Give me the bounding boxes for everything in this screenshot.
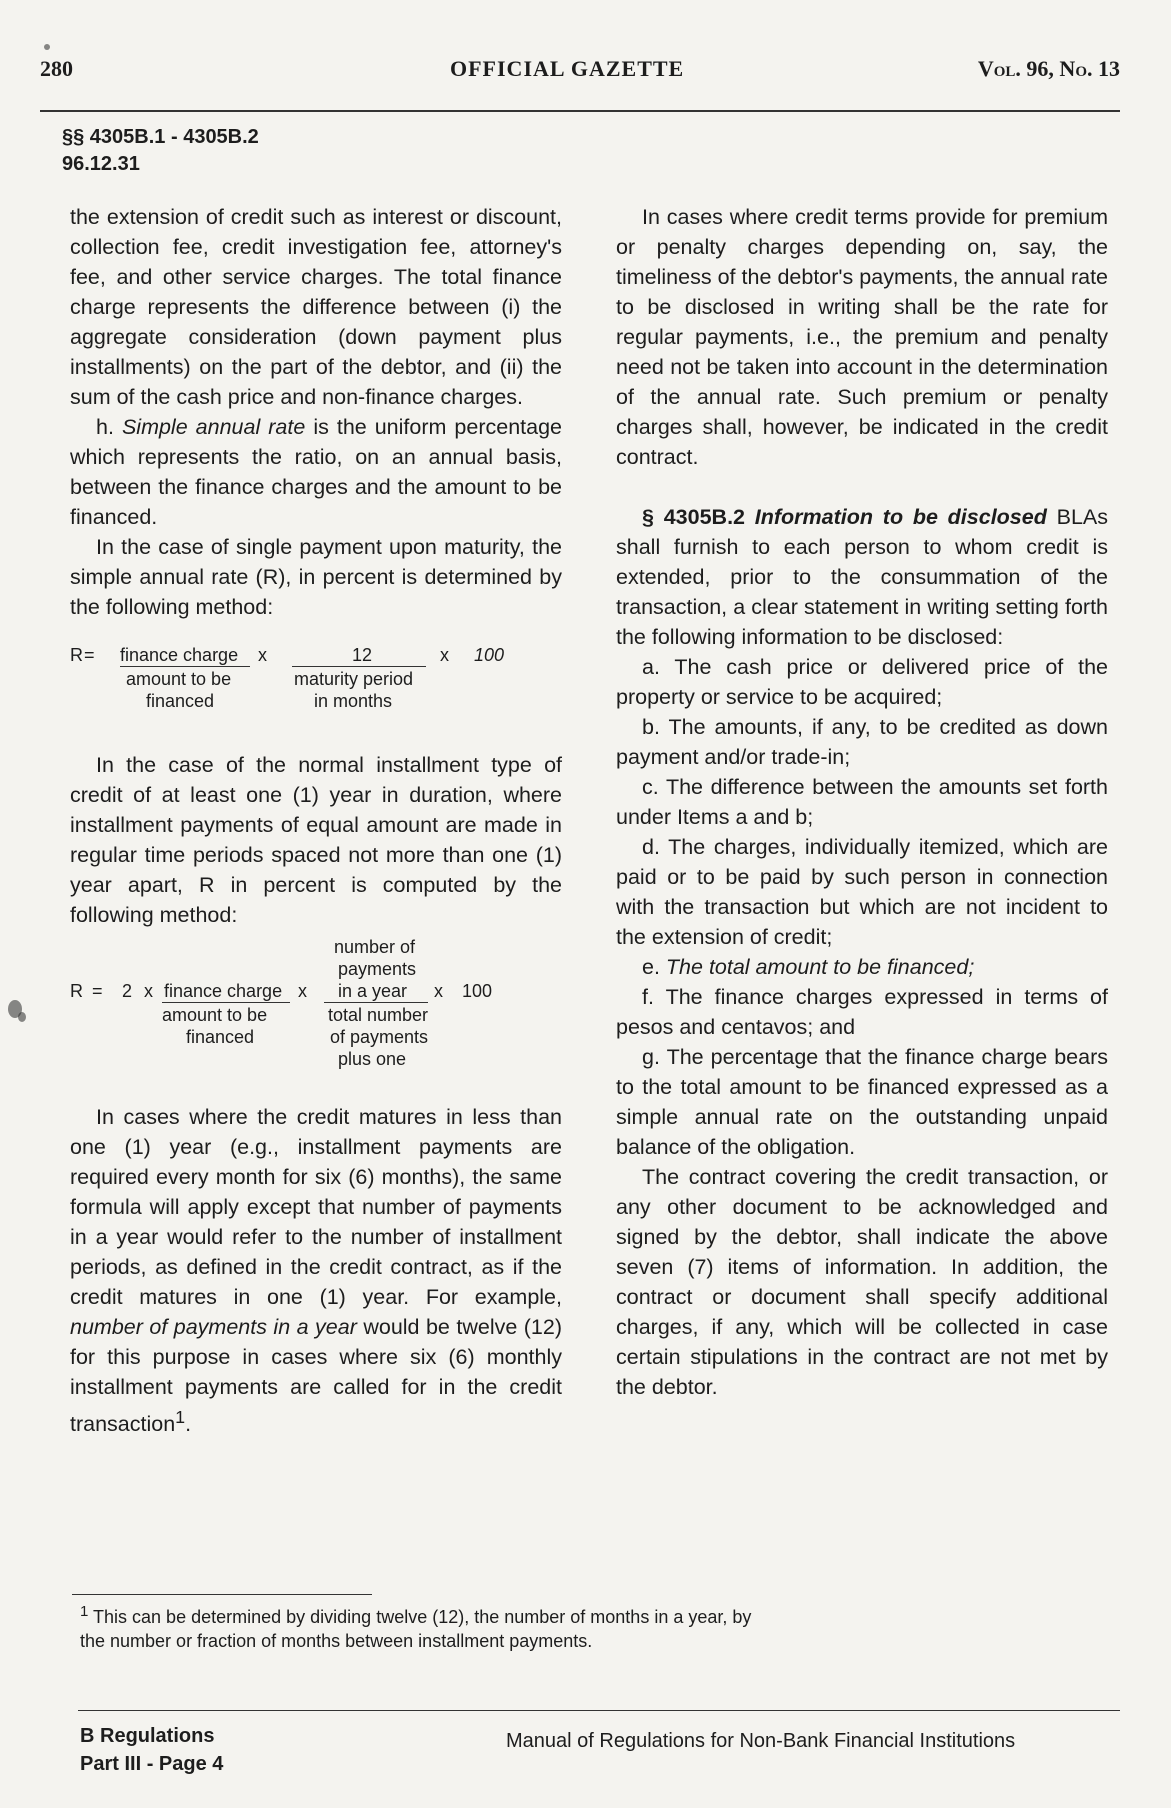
formula2-numerator-1: finance charge bbox=[164, 981, 283, 1001]
disclosure-item-text: The percentage that the finance charge bears to the total amount to be financed expressed as a simple annual rate on the outstanding unpaid balance of the obligation. bbox=[616, 1045, 1108, 1159]
disclosure-item bbox=[616, 772, 1108, 832]
disclosure-items bbox=[616, 652, 1108, 1162]
disclosure-item-label: f. bbox=[642, 985, 654, 1009]
disclosure-item-label: e. bbox=[642, 955, 660, 979]
formula2-times-0: x bbox=[144, 981, 153, 1001]
section-number: § 4305B.2 bbox=[642, 505, 746, 529]
footer-regulations: B Regulations bbox=[80, 1725, 215, 1747]
finance-charge-paragraph: the extension of credit such as interest or discount, collection fee, credit investigation fee, attorney's fee, and other service charges. The total finance charge represents the difference between (i) the aggregate consideration (down payment plus installments) on the part of the debtor, and (ii) the sum of the cash price and non-finance charges. bbox=[70, 205, 562, 409]
formula2-times-2: x bbox=[434, 981, 443, 1001]
page-number: 280 bbox=[40, 56, 73, 81]
item-h-term: Simple annual rate bbox=[121, 415, 306, 439]
right-column bbox=[616, 202, 1108, 1402]
disclosure-item-label: b. bbox=[642, 715, 660, 739]
short-term-term: number of payments in a year bbox=[70, 1315, 357, 1339]
disclosure-item bbox=[616, 952, 1108, 982]
footer-page-ref: Part III - Page 4 bbox=[80, 1753, 224, 1775]
section-4305b2 bbox=[616, 502, 1108, 652]
header-rule bbox=[40, 110, 1120, 112]
formula2-numerator-2a: number of bbox=[334, 937, 416, 957]
footer-manual-title: Manual of Regulations for Non-Bank Financial Institutions bbox=[506, 1730, 1016, 1752]
formula2-denominator-1b: financed bbox=[186, 1027, 255, 1047]
disclosure-item-label: d. bbox=[642, 835, 660, 859]
section-reference bbox=[62, 124, 259, 178]
formula2-two: 2 bbox=[122, 981, 133, 1001]
disclosure-item bbox=[616, 652, 1108, 712]
formula1-numerator-1: finance charge bbox=[120, 645, 239, 665]
disclosure-item-text: The finance charges expressed in terms of pesos and centavos; and bbox=[616, 985, 1108, 1039]
disclosure-item-label: c. bbox=[642, 775, 659, 799]
item-h-text: is the uniform percentage which represents the ratio, on an annual basis, between the finance charges and the amount to be financed. bbox=[70, 415, 563, 529]
formula1-denominator-2b: in months bbox=[314, 691, 393, 711]
footer-rule bbox=[78, 1710, 1120, 1711]
installment-paragraph: In the case of the normal installment type of credit of at least one (1) year in duration, where installment payments of equal amount are made in regular time periods spaced not more than one (1) year apart, R in percent is computed by the following method: bbox=[70, 753, 562, 927]
formula2-r: R bbox=[70, 981, 83, 1001]
left-column bbox=[70, 202, 562, 1439]
short-term-text-a: In cases where the credit matures in less than one (1) year (e.g., installment payments are required every month for six (6) months), the same formula will apply except that number of payments in a year would refer to the number of installment periods, as defined in the credit contract, as if the credit matures in one (1) year. For example, bbox=[70, 1105, 562, 1309]
section-intro-text: BLAs shall furnish to each person to whom credit is extended, prior to the consummation of the transaction, a clear statement in writing setting forth the following information to be disclosed: bbox=[616, 505, 1109, 649]
volume-info: Vol. 96, No. 13 bbox=[977, 56, 1120, 81]
formula2-denominator-2b: of payments bbox=[330, 1027, 429, 1047]
footnote-reference: 1 bbox=[175, 1407, 186, 1427]
footer-part bbox=[80, 1722, 223, 1778]
footnote bbox=[80, 1600, 760, 1653]
formula1-numerator-2: 12 bbox=[352, 645, 373, 665]
disclosure-item-text: The difference between the amounts set forth under Items a and b; bbox=[616, 775, 1108, 829]
premium-penalty-paragraph: In cases where credit terms provide for premium or penalty charges depending on, say, the timeliness of the debtor's payments, the annual rate to be disclosed in writing shall be the rate for regular payments, i.e., the premium and penalty need not be taken into account in the determination of the annual rate. Such premium or penalty charges shall, however, be indicated in the credit contract. bbox=[616, 205, 1108, 469]
contract-closing-paragraph: The contract covering the credit transaction, or any other document to be acknowledged and signed by the debtor, shall indicate the above seven (7) items of information. In addition, the contract or document shall specify additional charges, if any, which will be collected in case certain stipulations in the contract are not met by the debtor. bbox=[616, 1165, 1108, 1399]
formula1-denominator-1a: amount to be bbox=[126, 669, 232, 689]
disclosure-item-label: g. bbox=[642, 1045, 660, 1069]
formula2-denominator-1a: amount to be bbox=[162, 1005, 268, 1025]
single-payment-paragraph: In the case of single payment upon maturity, the simple annual rate (R), in percent is determined by the following method: bbox=[70, 535, 562, 619]
formula2-denominator-2a: total number bbox=[328, 1005, 429, 1025]
simple-annual-rate-definition bbox=[70, 412, 562, 532]
short-term-end: . bbox=[185, 1412, 192, 1437]
formula1-hundred: 100 bbox=[474, 645, 505, 665]
formula2-fraction-bar-1 bbox=[162, 1002, 290, 1003]
short-term-credit-paragraph bbox=[70, 1102, 562, 1439]
disclosure-item-text: The total amount to be financed; bbox=[665, 955, 975, 979]
formula-single-payment bbox=[70, 644, 562, 722]
disclosure-item bbox=[616, 832, 1108, 952]
disclosure-item bbox=[616, 982, 1108, 1042]
short-term-text-b: would be twelve (12) for this purpose in cases where six (6) monthly installment payments are called for in the credit transaction bbox=[70, 1315, 562, 1437]
formula2-times-1: x bbox=[298, 981, 307, 1001]
formula2-fraction-bar-2 bbox=[324, 1002, 428, 1003]
disclosure-item-text: The charges, individually itemized, which are paid or to be paid by such person in connection with the transaction but which are not incident to the extension of credit; bbox=[616, 835, 1108, 949]
formula1-r: R bbox=[70, 645, 83, 665]
footnote-mark: 1 bbox=[80, 1603, 89, 1620]
formula2-denominator-2c: plus one bbox=[338, 1049, 407, 1069]
formula2-hundred: 100 bbox=[462, 981, 493, 1001]
scan-speck bbox=[44, 44, 50, 50]
footnote-text: This can be determined by dividing twelve (12), the number of months in a year, by the number or fraction of months between installment payments. bbox=[80, 1607, 752, 1651]
formula1-fraction-bar-2 bbox=[292, 666, 426, 667]
footnote-rule bbox=[72, 1594, 372, 1595]
formula1-fraction-bar-1 bbox=[120, 666, 250, 667]
section-title: Information to be disclosed bbox=[754, 505, 1047, 529]
formula1-denominator-2a: maturity period bbox=[294, 669, 414, 689]
formula2-numerator-2b: payments bbox=[338, 959, 417, 979]
formula-installment bbox=[70, 936, 562, 1074]
publication-title: OFFICIAL GAZETTE bbox=[450, 56, 685, 81]
item-h-label: h. bbox=[96, 415, 114, 439]
formula1-times-2: x bbox=[440, 645, 449, 665]
disclosure-item-text: The cash price or delivered price of the property or service to be acquired; bbox=[616, 655, 1108, 709]
section-date: 96.12.31 bbox=[62, 153, 140, 175]
page-header bbox=[40, 56, 1120, 90]
formula1-equals: = bbox=[84, 645, 95, 665]
formula2-numerator-2c: in a year bbox=[338, 981, 408, 1001]
section-range: §§ 4305B.1 - 4305B.2 bbox=[62, 126, 259, 148]
disclosure-item bbox=[616, 712, 1108, 772]
scan-speck bbox=[18, 1012, 26, 1022]
formula1-denominator-1b: financed bbox=[146, 691, 215, 711]
disclosure-item-text: The amounts, if any, to be credited as down payment and/or trade-in; bbox=[616, 715, 1108, 769]
disclosure-item bbox=[616, 1042, 1108, 1162]
disclosure-item-label: a. bbox=[642, 655, 660, 679]
formula2-equals: = bbox=[92, 981, 103, 1001]
formula1-times-1: x bbox=[258, 645, 267, 665]
